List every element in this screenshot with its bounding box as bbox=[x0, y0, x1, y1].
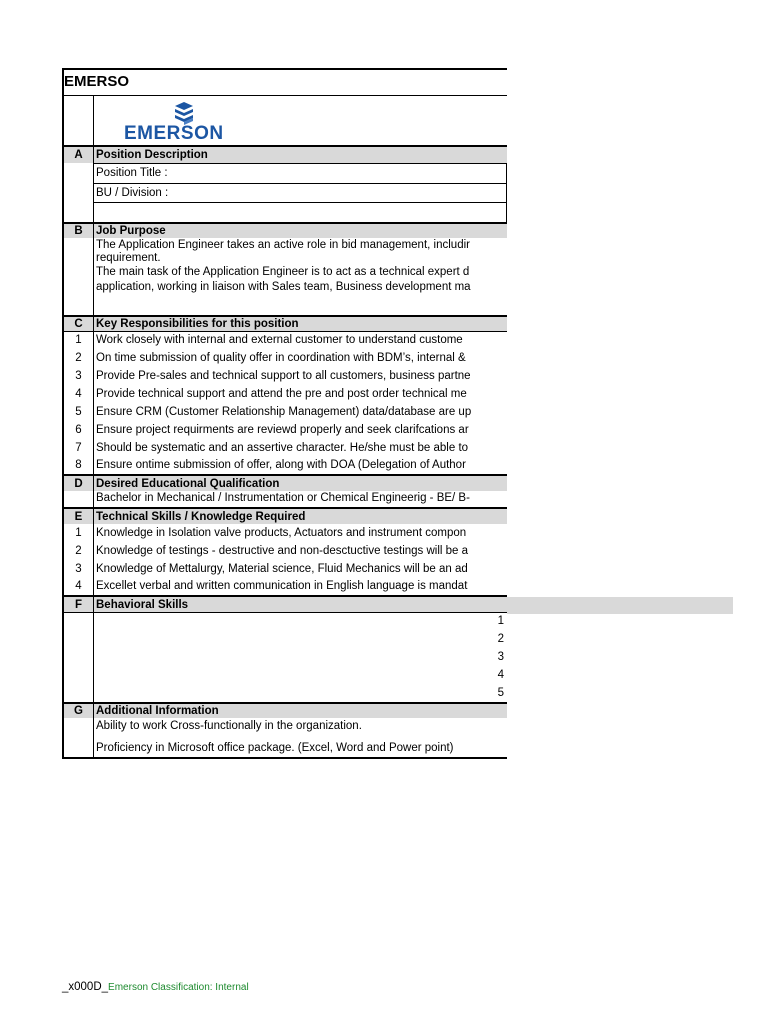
section-e-heading: Technical Skills / Knowledge Required bbox=[94, 509, 507, 524]
responsibility-row bbox=[62, 331, 507, 349]
responsibility-row bbox=[62, 421, 507, 439]
skill-text: Knowledge of Mettalurgy, Material science, Fluid Mechanics will be an ad bbox=[96, 563, 468, 575]
responsibility-number: 7 bbox=[62, 439, 94, 457]
skill-number: 1 bbox=[62, 524, 94, 542]
responsibility-text: Provide technical support and attend the pre and post order technical me bbox=[96, 388, 467, 400]
blank-label bbox=[62, 684, 94, 702]
blank-field bbox=[94, 202, 507, 222]
skill-number: 3 bbox=[62, 560, 94, 578]
logo-row-label-cell bbox=[62, 96, 94, 145]
behavioral-row bbox=[62, 612, 507, 630]
section-a-header bbox=[62, 145, 507, 163]
responsibility-row bbox=[62, 403, 507, 421]
behavioral-row bbox=[62, 630, 507, 648]
blank-label bbox=[62, 491, 94, 507]
responsibility-number: 8 bbox=[62, 457, 94, 474]
header-fill-extension bbox=[507, 597, 733, 614]
additional-info-text: Ability to work Cross-functionally in the organization. bbox=[96, 720, 362, 732]
section-b-label: B bbox=[62, 224, 94, 238]
job-purpose-line: The main task of the Application Engineer is to act as a technical expert d bbox=[96, 266, 470, 278]
behavioral-number: 5 bbox=[497, 687, 504, 699]
blank-label bbox=[62, 666, 94, 684]
document-title: EMERSO bbox=[62, 68, 507, 95]
responsibility-text: Ensure CRM (Customer Relationship Management) data/database are up bbox=[96, 406, 472, 418]
section-c-label: C bbox=[62, 317, 94, 331]
section-e-header bbox=[62, 507, 507, 524]
emerson-logo-text: EMERSON bbox=[124, 123, 224, 144]
section-d-heading: Desired Educational Qualification bbox=[94, 476, 507, 491]
section-f-heading: Behavioral Skills bbox=[94, 597, 507, 612]
responsibility-text: Ensure ontime submission of offer, along with DOA (Delegation of Author bbox=[96, 459, 466, 471]
job-purpose-body bbox=[62, 238, 507, 315]
skill-row bbox=[62, 524, 507, 542]
skill-text: Excellet verbal and written communication in English language is mandat bbox=[96, 580, 468, 592]
skill-text: Knowledge of testings - destructive and non-desctuctive testings will be a bbox=[96, 545, 469, 557]
responsibility-row bbox=[62, 349, 507, 367]
logo-row bbox=[62, 95, 507, 145]
job-purpose-line: application, working in liaison with Sales team, Business development ma bbox=[96, 280, 471, 293]
blank-label bbox=[62, 630, 94, 648]
qualification-text: Bachelor in Mechanical / Instrumentation or Chemical Engineerig - BE/ B- bbox=[96, 492, 470, 504]
additional-info-row bbox=[62, 718, 507, 738]
job-purpose-line: The Application Engineer takes an active role in bid management, includir bbox=[96, 239, 470, 251]
job-purpose-line: requirement. bbox=[96, 251, 161, 264]
section-a-heading: Position Description bbox=[94, 147, 507, 163]
section-b-header bbox=[62, 222, 507, 238]
job-description-sheet bbox=[62, 68, 507, 759]
blank-label bbox=[62, 202, 94, 222]
responsibility-text: Ensure project requirments are reviewd properly and seek clarifcations ar bbox=[96, 424, 469, 436]
responsibility-text: On time submission of quality offer in coordination with BDM’s, internal & bbox=[96, 352, 466, 364]
blank-label bbox=[62, 718, 94, 738]
behavioral-row bbox=[62, 666, 507, 684]
blank-label bbox=[62, 648, 94, 666]
position-title-field: Position Title : bbox=[94, 163, 507, 183]
section-c-heading: Key Responsibilities for this position bbox=[94, 317, 507, 331]
field-row bbox=[62, 183, 507, 202]
skill-number: 4 bbox=[62, 578, 94, 595]
field-row bbox=[62, 202, 507, 222]
blank-label bbox=[62, 183, 94, 202]
behavioral-row bbox=[62, 648, 507, 666]
responsibility-number: 2 bbox=[62, 349, 94, 367]
behavioral-number: 1 bbox=[497, 615, 504, 627]
responsibility-number: 3 bbox=[62, 367, 94, 385]
section-f-header bbox=[62, 595, 507, 612]
responsibility-number: 4 bbox=[62, 385, 94, 403]
additional-info-text: Proficiency in Microsoft office package. (Excel, Word and Power point) bbox=[96, 742, 454, 754]
additional-info-row bbox=[62, 738, 507, 759]
responsibility-text: Should be systematic and an assertive character. He/she must be able to bbox=[96, 442, 469, 454]
logo-cell bbox=[94, 96, 507, 145]
responsibility-text: Provide Pre-sales and technical support to all customers, business partne bbox=[96, 370, 471, 382]
classification-label: Emerson Classification: Internal bbox=[108, 982, 249, 993]
field-row bbox=[62, 163, 507, 183]
section-b-heading: Job Purpose bbox=[94, 224, 507, 238]
bu-division-field: BU / Division : bbox=[94, 183, 507, 202]
section-f-label: F bbox=[62, 597, 94, 612]
responsibility-row bbox=[62, 457, 507, 474]
section-c-header bbox=[62, 315, 507, 331]
blank-label bbox=[62, 738, 94, 757]
footer bbox=[62, 981, 249, 993]
section-g-header bbox=[62, 702, 507, 718]
section-g-label: G bbox=[62, 704, 94, 718]
skill-row bbox=[62, 542, 507, 560]
section-a-label: A bbox=[62, 147, 94, 163]
qualification-row bbox=[62, 491, 507, 507]
responsibility-row bbox=[62, 439, 507, 457]
skill-row bbox=[62, 560, 507, 578]
behavioral-number: 3 bbox=[497, 651, 504, 663]
responsibility-number: 6 bbox=[62, 421, 94, 439]
responsibility-row bbox=[62, 367, 507, 385]
responsibility-number: 5 bbox=[62, 403, 94, 421]
blank-label bbox=[62, 613, 94, 630]
section-e-label: E bbox=[62, 509, 94, 524]
responsibility-number: 1 bbox=[62, 332, 94, 349]
footer-code: _x000D_ bbox=[62, 981, 109, 993]
skill-number: 2 bbox=[62, 542, 94, 560]
behavioral-row bbox=[62, 684, 507, 702]
responsibility-text: Work closely with internal and external customer to understand custome bbox=[96, 334, 463, 346]
behavioral-number: 4 bbox=[497, 669, 504, 681]
skill-row bbox=[62, 578, 507, 595]
section-d-header bbox=[62, 474, 507, 491]
section-g-heading: Additional Information bbox=[94, 704, 507, 718]
blank-label bbox=[62, 163, 94, 183]
section-d-label: D bbox=[62, 476, 94, 491]
blank-label bbox=[62, 238, 94, 315]
skill-text: Knowledge in Isolation valve products, Actuators and instrument compon bbox=[96, 527, 467, 539]
responsibility-row bbox=[62, 385, 507, 403]
behavioral-number: 2 bbox=[497, 633, 504, 645]
job-purpose-text bbox=[94, 238, 507, 315]
